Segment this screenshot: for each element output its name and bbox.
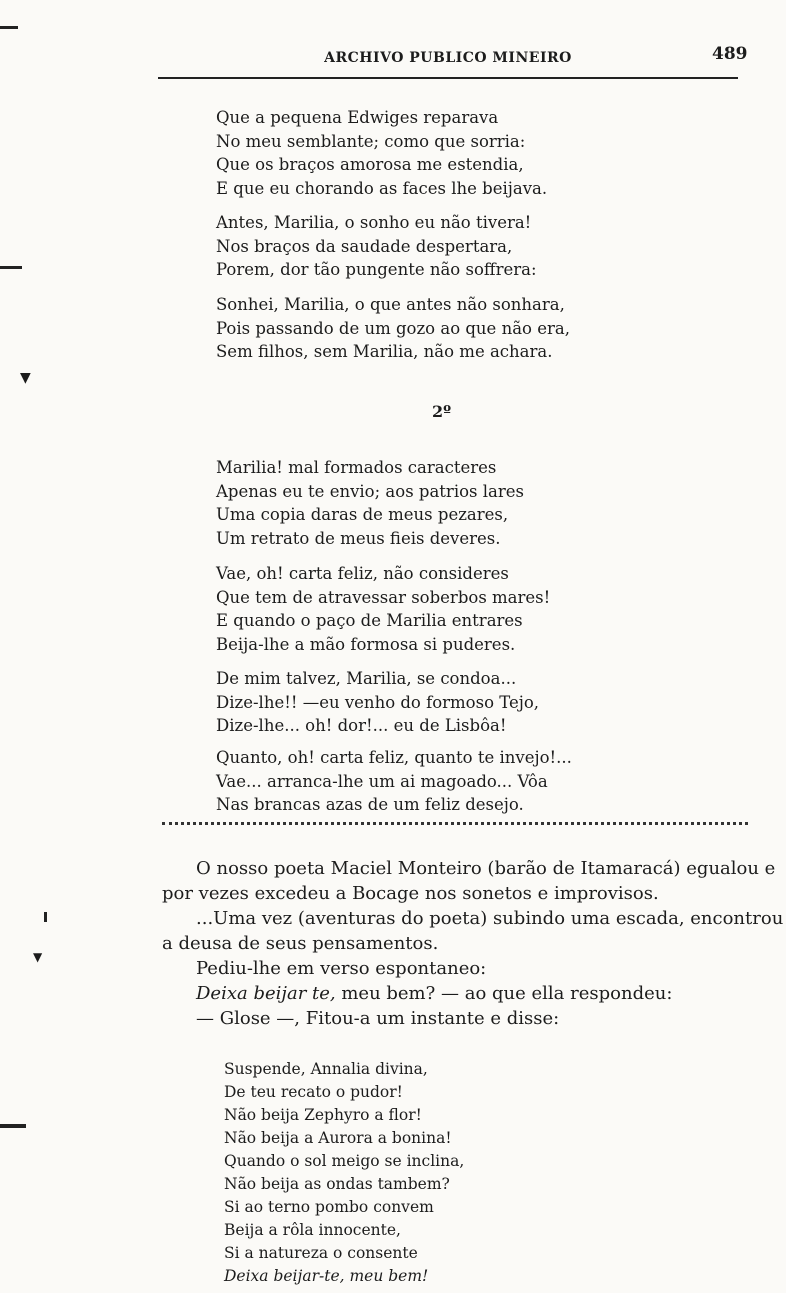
verse-line: Beija-lhe a mão formosa si puderes. [216,634,516,654]
verse-line: Não beija Zephyro a flor! [224,1106,422,1124]
verse-line: Um retrato de meus fieis deveres. [216,528,501,548]
verse-line: Antes, Marilia, o sonho eu não tivera! [216,213,532,232]
margin-mark [0,266,22,269]
verse-line: Apenas eu te envio; aos patrios lares [216,481,524,501]
prose-italic: Deixa beijar te, [196,983,336,1004]
verse-line: Sonhei, Marilia, o que antes não sonhara, [216,295,565,314]
verse-line: Não beija a Aurora a bonina! [224,1129,452,1147]
verse-line: E que eu chorando as faces lhe beijava. [216,178,548,198]
prose-line: O nosso poeta Maciel Monteiro (barão de Itamaracá) egualou e [196,858,776,879]
prose-line: Pediu-lhe em verso espontaneo: [196,958,487,979]
verse-line: Que a pequena Edwiges reparava [216,108,499,127]
stanza [216,106,547,200]
stanza [216,293,570,364]
verse-line: Marilia! mal formados caracteres [216,458,497,477]
verse-line: Nos braços da saudade despertara, [216,236,513,256]
verse-line: De teu recato o pudor! [224,1083,403,1101]
verse-line: Suspende, Annalia divina, [224,1060,428,1078]
stanza [216,562,550,656]
stanza [216,456,524,550]
verse-line: Porem, dor tão pungente não soffrera: [216,260,537,279]
verse-line: Vae, oh! carta feliz, não consideres [216,564,509,583]
verse-line: Dize-lhe!! —eu venho do formoso Tejo, [216,692,540,712]
margin-mark [0,26,18,29]
verse-line: Si ao terno pombo convem [224,1198,434,1216]
prose-block [162,856,784,1031]
stanza [216,746,572,817]
verse-line: Beija a rôla innocente, [224,1221,401,1239]
prose-line: a deusa de seus pensamentos. [162,933,439,954]
verse-line: No meu semblante; como que sorria: [216,131,526,151]
verse-line: Que tem de atravessar soberbos mares! [216,587,551,607]
prose-line: — Glose —, Fitou-a um instante e disse: [196,1008,560,1029]
stanza [216,211,537,282]
verse-line: De mim talvez, Marilia, se condoa... [216,669,517,688]
prose-text: meu bem? — ao que ella respondeu: [335,983,673,1004]
header-rule [158,77,738,79]
verse-line: Nas brancas azas de um feliz desejo. [216,795,524,814]
prose-line [162,981,752,1006]
verse-line: E quando o paço de Marilia entrares [216,611,523,630]
verse-line: Pois passando de um gozo ao que não era, [216,318,570,338]
verse-line: Deixa beijar-te, meu bem! [224,1267,429,1285]
margin-mark [44,912,47,922]
running-header: ARCHIVO PUBLICO MINEIRO [324,50,572,66]
prose-line: por vezes excedeu a Bocage nos sonetos e improvisos. [162,883,659,904]
verse-line: Uma copia daras de meus pezares, [216,505,509,524]
verse-line: Que os braços amorosa me estendia, [216,155,524,174]
stanza [216,667,539,738]
verse-line: Vae... arranca-lhe um ai magoado... Vôa [216,771,548,791]
page-number: 489 [712,44,748,64]
verse-line: Quanto, oh! carta feliz, quanto te invejo!... [216,748,572,767]
verse-line: Sem filhos, sem Marilia, não me achara. [216,342,553,361]
glosa-poem [224,1058,464,1288]
verse-line: Dize-lhe... oh! dor!... eu de Lisbôa! [216,716,507,735]
verse-line: Quando o sol meigo se inclina, [224,1152,465,1170]
prose-line: ...Uma vez (aventuras do poeta) subindo uma escada, encontrou [196,908,784,929]
margin-arrow-icon: ▼ [20,370,31,386]
verse-line: Si a natureza o consente [224,1244,418,1262]
section-number: 2º [432,402,452,421]
verse-line: Não beija as ondas tambem? [224,1175,450,1193]
margin-arrow-icon: ▼ [33,950,43,964]
margin-mark [0,1124,26,1128]
dotted-separator [162,822,748,825]
